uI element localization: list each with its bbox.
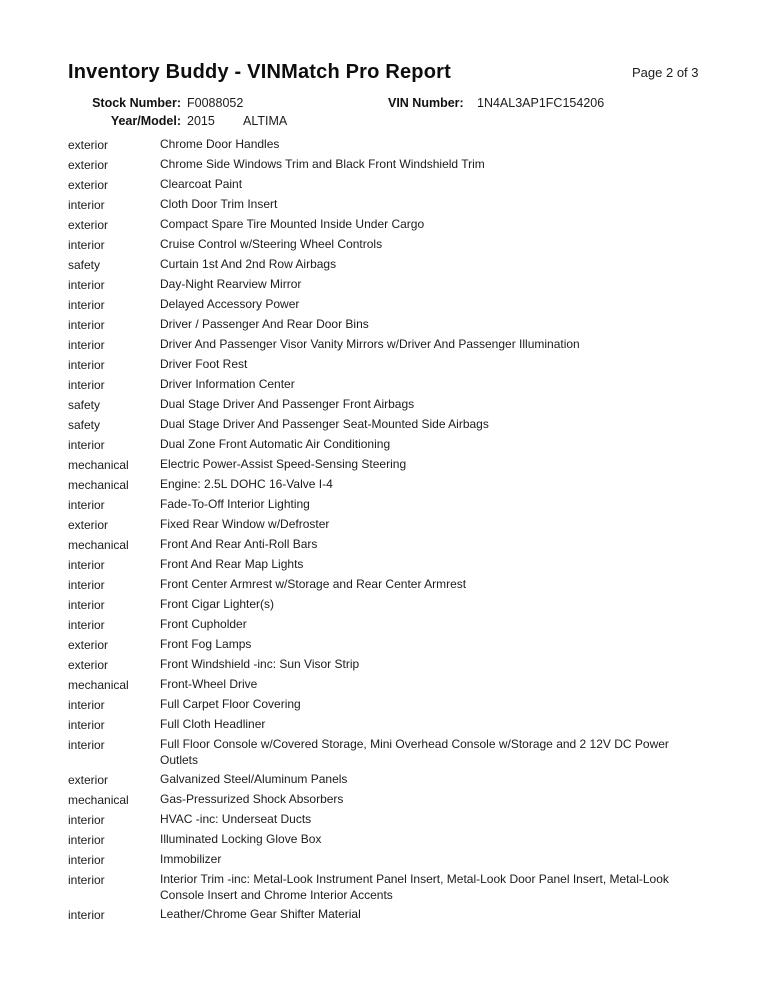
model-value: ALTIMA <box>243 114 288 128</box>
feature-row <box>68 907 708 923</box>
feature-row <box>68 792 708 808</box>
feature-category: interior <box>68 813 105 827</box>
feature-description: Front Windshield -inc: Sun Visor Strip <box>160 657 360 671</box>
feature-description: Dual Stage Driver And Passenger Seat-Mounted Side Airbags <box>160 417 489 431</box>
feature-description: Dual Zone Front Automatic Air Conditioning <box>160 437 391 451</box>
feature-category: exterior <box>68 658 109 672</box>
feature-description: Chrome Side Windows Trim and Black Front Windshield Trim <box>160 157 485 171</box>
feature-category: safety <box>68 398 101 412</box>
feature-description: Front Center Armrest w/Storage and Rear Center Armrest <box>160 577 467 591</box>
feature-description: Dual Stage Driver And Passenger Front Airbags <box>160 397 415 411</box>
feature-description: Driver / Passenger And Rear Door Bins <box>160 317 369 331</box>
feature-category: interior <box>68 718 105 732</box>
feature-description: Delayed Accessory Power <box>160 297 300 311</box>
feature-row <box>68 577 708 593</box>
feature-row <box>68 257 708 273</box>
stock-number-label: Stock Number: <box>92 96 181 110</box>
feature-row <box>68 317 708 333</box>
feature-description: Full Carpet Floor Covering <box>160 697 301 711</box>
feature-description: Driver Information Center <box>160 377 295 391</box>
page-title: Inventory Buddy - VINMatch Pro Report <box>68 61 451 83</box>
feature-description: Interior Trim -inc: Metal-Look Instrument Panel Insert, Metal-Look Door Panel Insert, Metal-Look Console Insert and Chrome Interior Accents <box>160 872 669 902</box>
feature-row <box>68 377 708 393</box>
feature-row <box>68 717 708 733</box>
feature-description: Full Floor Console w/Covered Storage, Mini Overhead Console w/Storage and 2 12V DC Power Outlets <box>160 737 669 767</box>
feature-row <box>68 177 708 193</box>
feature-row <box>68 852 708 868</box>
feature-row <box>68 457 708 473</box>
feature-description: Front Cupholder <box>160 617 247 631</box>
feature-row <box>68 517 708 533</box>
feature-category: exterior <box>68 138 109 152</box>
feature-category: interior <box>68 358 105 372</box>
feature-category: exterior <box>68 218 109 232</box>
feature-category: interior <box>68 833 105 847</box>
feature-row <box>68 537 708 553</box>
feature-description: Compact Spare Tire Mounted Inside Under Cargo <box>160 217 425 231</box>
feature-row <box>68 337 708 353</box>
feature-category: mechanical <box>68 458 129 472</box>
feature-description: Fixed Rear Window w/Defroster <box>160 517 330 531</box>
feature-category: interior <box>68 698 105 712</box>
feature-category: interior <box>68 318 105 332</box>
feature-row <box>68 637 708 653</box>
feature-category: interior <box>68 298 105 312</box>
stock-number-value: F0088052 <box>187 96 244 110</box>
feature-category: mechanical <box>68 678 129 692</box>
feature-category: exterior <box>68 158 109 172</box>
feature-row <box>68 197 708 213</box>
feature-row <box>68 617 708 633</box>
feature-description: Front And Rear Anti-Roll Bars <box>160 537 318 551</box>
feature-category: exterior <box>68 773 109 787</box>
feature-category: exterior <box>68 518 109 532</box>
feature-description: Electric Power-Assist Speed-Sensing Steering <box>160 457 407 471</box>
feature-description: Front And Rear Map Lights <box>160 557 304 571</box>
feature-category: mechanical <box>68 538 129 552</box>
feature-row <box>68 497 708 513</box>
feature-category: interior <box>68 738 105 752</box>
feature-category: interior <box>68 278 105 292</box>
feature-description: Driver And Passenger Visor Vanity Mirrors w/Driver And Passenger Illumination <box>160 337 580 351</box>
feature-description: Cloth Door Trim Insert <box>160 197 278 211</box>
feature-category: interior <box>68 438 105 452</box>
feature-category: interior <box>68 498 105 512</box>
feature-category: interior <box>68 598 105 612</box>
feature-description: Front-Wheel Drive <box>160 677 258 691</box>
feature-description: Full Cloth Headliner <box>160 717 266 731</box>
feature-row <box>68 437 708 453</box>
feature-description: Front Cigar Lighter(s) <box>160 597 275 611</box>
feature-list <box>68 137 708 927</box>
feature-category: interior <box>68 198 105 212</box>
feature-description: Curtain 1st And 2nd Row Airbags <box>160 257 337 271</box>
feature-row <box>68 477 708 493</box>
feature-row <box>68 137 708 153</box>
feature-category: interior <box>68 558 105 572</box>
year-model-label: Year/Model: <box>110 114 181 128</box>
feature-row <box>68 357 708 373</box>
feature-category: mechanical <box>68 793 129 807</box>
vin-number-label: VIN Number: <box>388 96 464 110</box>
feature-category: interior <box>68 853 105 867</box>
feature-row <box>68 737 708 768</box>
feature-category: safety <box>68 418 101 432</box>
feature-category: interior <box>68 338 105 352</box>
feature-description: Cruise Control w/Steering Wheel Controls <box>160 237 383 251</box>
feature-category: interior <box>68 378 105 392</box>
feature-row <box>68 397 708 413</box>
feature-row <box>68 237 708 253</box>
feature-category: interior <box>68 908 105 922</box>
feature-description: Leather/Chrome Gear Shifter Material <box>160 907 361 921</box>
feature-description: Clearcoat Paint <box>160 177 243 191</box>
feature-category: interior <box>68 578 105 592</box>
feature-category: safety <box>68 258 101 272</box>
feature-description: Chrome Door Handles <box>160 137 280 151</box>
feature-description: Gas-Pressurized Shock Absorbers <box>160 792 344 806</box>
feature-description: Driver Foot Rest <box>160 357 248 371</box>
feature-description: Fade-To-Off Interior Lighting <box>160 497 310 511</box>
feature-row <box>68 557 708 573</box>
feature-category: exterior <box>68 638 109 652</box>
year-value: 2015 <box>187 114 215 128</box>
feature-row <box>68 297 708 313</box>
feature-category: interior <box>68 873 105 887</box>
feature-description: Front Fog Lamps <box>160 637 252 651</box>
feature-category: exterior <box>68 178 109 192</box>
feature-description: Illuminated Locking Glove Box <box>160 832 322 846</box>
page-number-indicator: Page 2 of 3 <box>632 65 699 80</box>
feature-description: Galvanized Steel/Aluminum Panels <box>160 772 348 786</box>
feature-row <box>68 657 708 673</box>
feature-description: Immobilizer <box>160 852 222 866</box>
feature-row <box>68 597 708 613</box>
feature-description: HVAC -inc: Underseat Ducts <box>160 812 312 826</box>
feature-category: mechanical <box>68 478 129 492</box>
feature-description: Day-Night Rearview Mirror <box>160 277 302 291</box>
feature-category: interior <box>68 238 105 252</box>
feature-row <box>68 832 708 848</box>
feature-row <box>68 772 708 788</box>
vin-number-value: 1N4AL3AP1FC154206 <box>477 96 605 110</box>
feature-row <box>68 417 708 433</box>
feature-row <box>68 697 708 713</box>
feature-description: Engine: 2.5L DOHC 16-Valve I-4 <box>160 477 333 491</box>
feature-row <box>68 677 708 693</box>
feature-row <box>68 217 708 233</box>
feature-row <box>68 277 708 293</box>
feature-row <box>68 157 708 173</box>
feature-row <box>68 812 708 828</box>
feature-row <box>68 872 708 903</box>
feature-category: interior <box>68 618 105 632</box>
